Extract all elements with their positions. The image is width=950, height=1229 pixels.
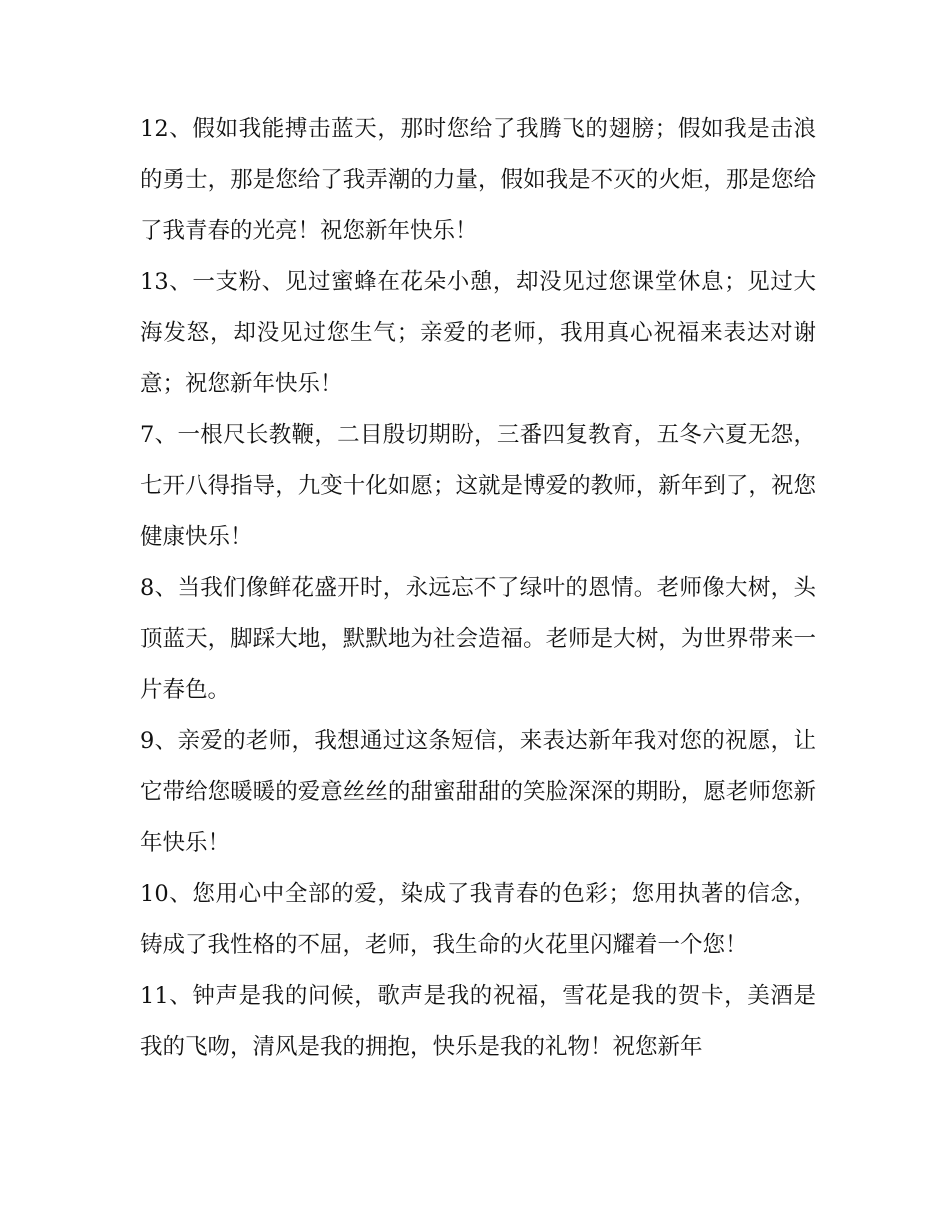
paragraph-9: 9、亲爱的老师，我想通过这条短信，来表达新年我对您的祝愿，让它带给您暖暖的爱意丝丝的甜蜜甜甜的笑脸深深的期盼，愿老师您新年快乐！ [140, 728, 816, 856]
paragraph-11: 11、钟声是我的问候，歌声是我的祝福，雪花是我的贺卡，美酒是我的飞吻，清风是我的拥抱，快乐是我的礼物！祝您新年 [140, 983, 816, 1060]
paragraph-7: 7、一根尺长教鞭，二目殷切期盼，三番四复教育，五冬六夏无怨，七开八得指导，九变十化如愿；这就是博爱的教师，新年到了，祝您健康快乐！ [140, 422, 816, 550]
paragraph-13: 13、一支粉、见过蜜蜂在花朵小憩，却没见过您课堂休息；见过大海发怒，却没见过您生气；亲爱的老师，我用真心祝福来表达对谢意；祝您新年快乐！ [140, 269, 816, 397]
paragraph-8: 8、当我们像鲜花盛开时，永远忘不了绿叶的恩情。老师像大树，头顶蓝天，脚踩大地，默默地为社会造福。老师是大树，为世界带来一片春色。 [140, 575, 816, 703]
paragraph-12: 12、假如我能搏击蓝天，那时您给了我腾飞的翅膀；假如我是击浪的勇士，那是您给了我弄潮的力量，假如我是不灭的火炬，那是您给了我青春的光亮！祝您新年快乐！ [140, 116, 816, 244]
document-body [140, 104, 816, 1073]
paragraph-10: 10、您用心中全部的爱，染成了我青春的色彩；您用执著的信念，铸成了我性格的不屈，老师，我生命的火花里闪耀着一个您！ [140, 881, 816, 958]
